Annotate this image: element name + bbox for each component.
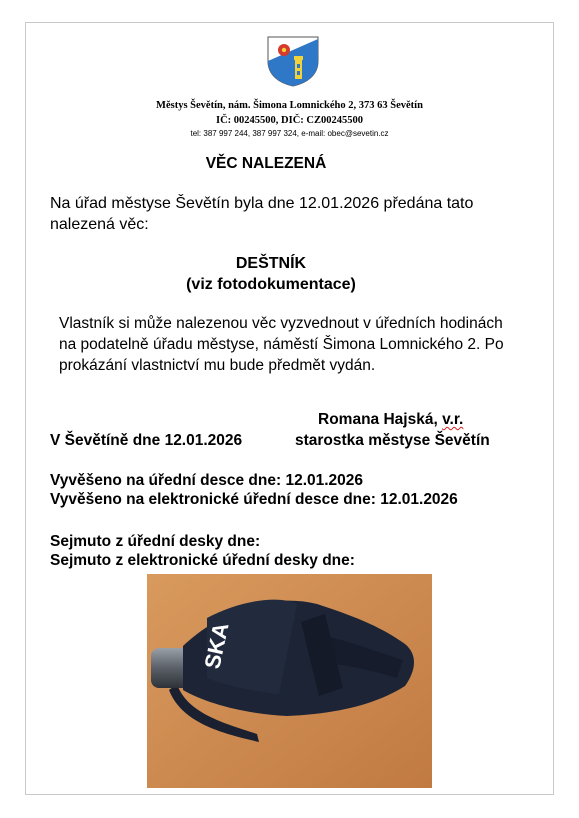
page-title: VĚC NALEZENÁ — [205, 155, 327, 172]
umbrella-photo — [147, 574, 432, 788]
pickup-paragraph: Vlastník si může nalezenou věc vyzvednout v úředních hodinách na podatelně úřadu městyse, náměstí Šimona Lomnického 2. Po prokázání vlastnictví mu bude předmět vydán. — [59, 315, 504, 374]
found-item-block — [0, 253, 542, 295]
place-date: V Ševětíně dne 12.01.2026 — [50, 432, 243, 449]
signatory-name-text: Romana Hajská, — [318, 411, 438, 428]
header-ids: IČ: 00245500, DIČ: CZ00245500 — [216, 115, 363, 126]
coat-of-arms-logo — [265, 35, 321, 87]
header-contacts: tel: 387 997 244, 387 997 324, e-mail: obec@sevetin.cz — [190, 129, 389, 138]
found-item-name: DEŠTNÍK — [235, 255, 307, 272]
signatory-role: starostka městyse Ševětín — [295, 432, 490, 449]
umbrella-print: SKA — [199, 620, 234, 672]
header-address: Městys Ševětín, nám. Šimona Lomnického 2, 373 63 Ševětín — [156, 100, 423, 111]
posted-eboard-line: Vyvěšeno na elektronické úřední desce dne: 12.01.2026 — [50, 491, 458, 508]
removed-eboard-line: Sejmuto z elektronické úřední desky dne: — [50, 552, 355, 569]
signatory-vr: v.r. — [442, 411, 464, 428]
posted-board-line: Vyvěšeno na úřední desce dne: 12.01.2026 — [50, 472, 364, 489]
signatory-name — [318, 411, 463, 429]
found-item-note: (viz fotodokumentace) — [186, 276, 356, 293]
intro-paragraph: Na úřad městyse Ševětín byla dne 12.01.2026 předána tato nalezená věc: — [50, 195, 474, 233]
removed-board-line: Sejmuto z úřední desky dne: — [50, 533, 261, 550]
